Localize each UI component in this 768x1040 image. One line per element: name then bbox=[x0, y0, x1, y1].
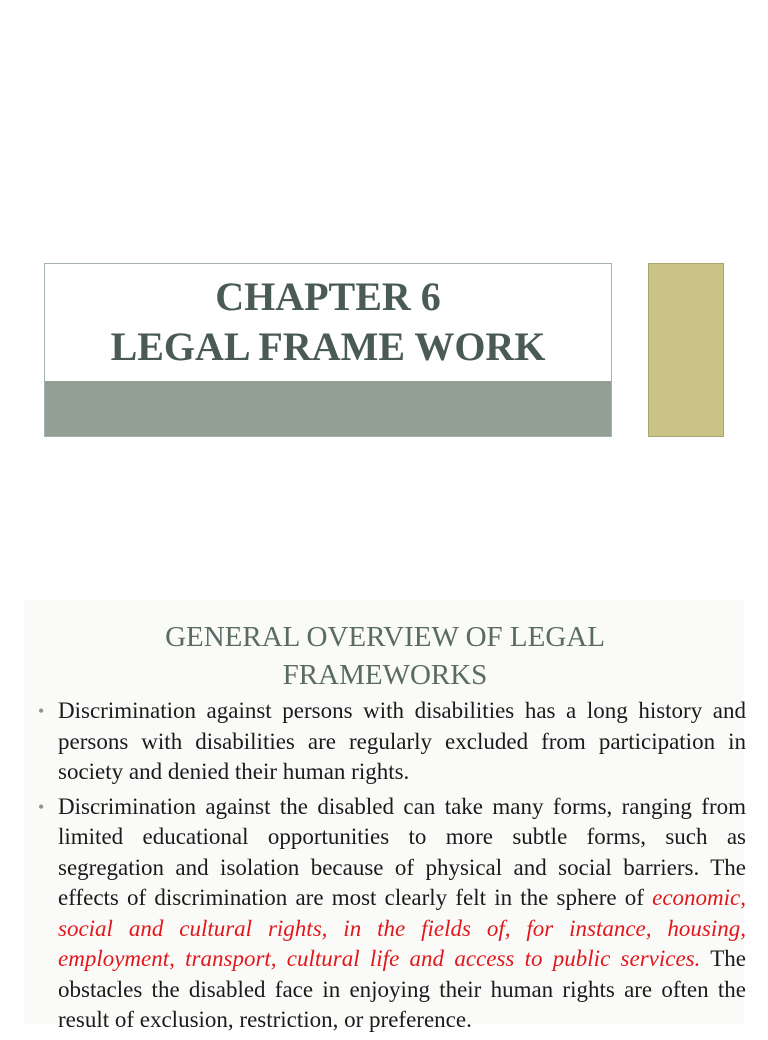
chapter-title-line1: CHAPTER 6 bbox=[215, 274, 441, 319]
bullet-icon: • bbox=[38, 796, 45, 817]
bullet-text: Discrimination against persons with disabilities has a long history and persons with disabilities are regularly excluded from participation in society and denied their human rights. bbox=[58, 698, 746, 784]
chapter-title-line2: LEGAL FRAME WORK bbox=[110, 324, 546, 369]
overview-title-line1: GENERAL OVERVIEW OF LEGAL bbox=[165, 621, 605, 653]
bullet-text: Discrimination against the disabled can take many forms, ranging from limited educational opportunities to more subtle forms, such as segregation and isolation because of physical and social barriers. The effects of discrimination are most clearly felt in the sphere of bbox=[58, 793, 746, 910]
bullet-icon: • bbox=[38, 701, 45, 721]
bullet-text-continued: The obstacles the disabled face in enjoying their human rights are often the result of exclusion, restriction, or preference. bbox=[58, 946, 747, 1032]
slide-overview bbox=[0, 590, 768, 1032]
list-item bbox=[36, 792, 746, 1036]
chapter-title bbox=[45, 272, 611, 372]
accent-rectangle bbox=[648, 263, 724, 437]
title-box bbox=[44, 263, 612, 437]
emphasis-text: economic, social and cultural rights, in the fields of, for instance, housing, employment, transport, cultural life and access to public services. bbox=[58, 885, 746, 971]
overview-title bbox=[50, 618, 720, 694]
overview-title-line2: FRAMEWORKS bbox=[282, 659, 488, 691]
list-item bbox=[36, 696, 746, 788]
bullet-list bbox=[36, 696, 746, 1040]
title-band bbox=[45, 381, 611, 436]
